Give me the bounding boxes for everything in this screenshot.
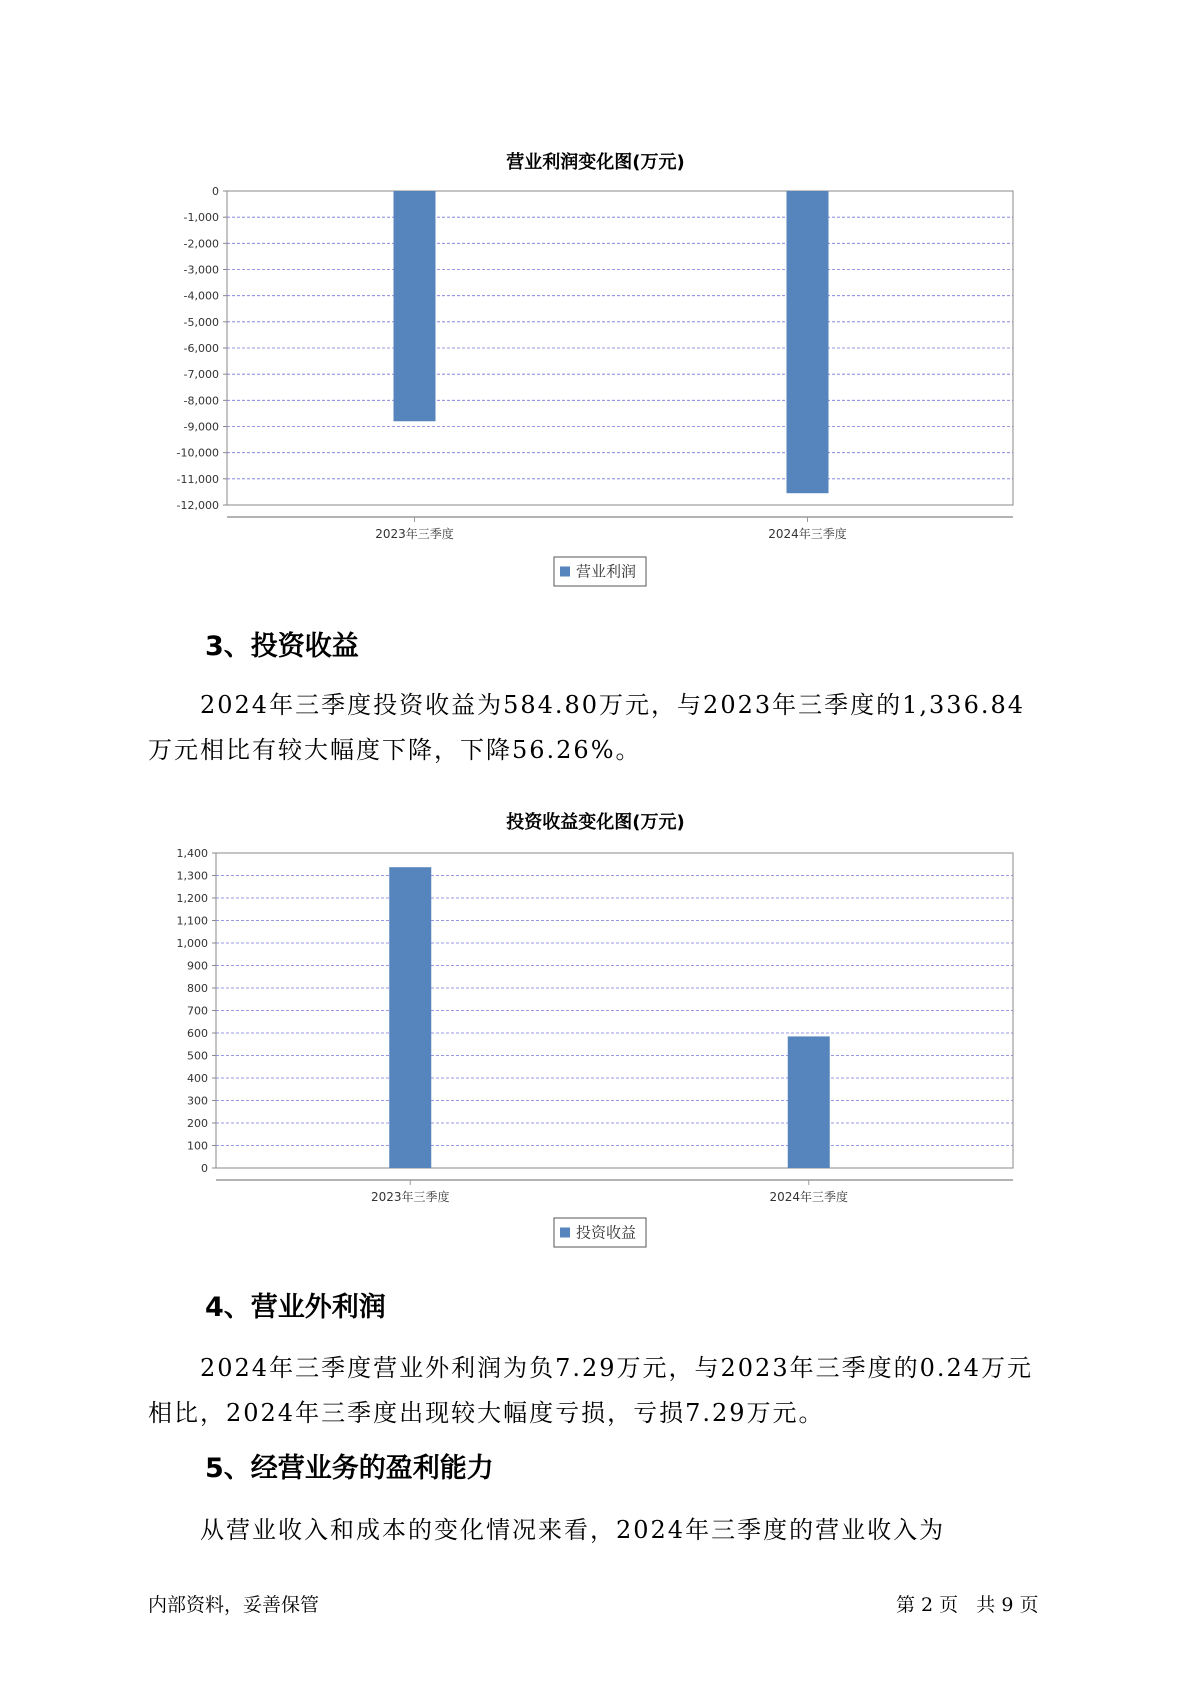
y-tick-label: -1,000 xyxy=(183,211,219,225)
legend-swatch xyxy=(560,1228,570,1238)
paragraph-investment-income xyxy=(148,683,1048,773)
legend-swatch xyxy=(560,567,570,577)
chart-title-investment-income: 投资收益变化图(万元) xyxy=(506,812,685,833)
bar-2 xyxy=(788,1036,830,1168)
y-tick-label: 800 xyxy=(187,982,208,995)
y-tick-label: -2,000 xyxy=(183,237,219,251)
y-tick-label: 1,000 xyxy=(176,937,208,950)
y-tick-label: 400 xyxy=(187,1072,208,1085)
y-tick-label: 100 xyxy=(187,1139,208,1153)
chart-title-operating-profit: 营业利润变化图(万元) xyxy=(506,152,685,173)
paragraph-profitability xyxy=(148,1508,1048,1553)
y-tick-label: 900 xyxy=(187,959,208,973)
paragraph-profitability-text: 从营业收入和成本的变化情况来看，2024年三季度的营业收入为 xyxy=(200,1516,946,1544)
bar-2 xyxy=(787,191,829,493)
paragraph-non-operating-profit xyxy=(148,1346,1048,1436)
x-tick-label: 2023年三季度 xyxy=(370,1190,450,1204)
y-tick-label: 200 xyxy=(187,1117,208,1130)
bar-1 xyxy=(389,867,431,1168)
section-heading-profitability: 5、经营业务的盈利能力 xyxy=(205,1453,494,1484)
y-tick-label: 600 xyxy=(187,1027,208,1040)
y-tick-label: -7,000 xyxy=(183,368,219,382)
y-tick-label: -3,000 xyxy=(183,263,219,277)
y-tick-label: -12,000 xyxy=(176,499,219,512)
legend-label: 营业利润 xyxy=(576,562,637,581)
x-tick-label: 2023年三季度 xyxy=(375,527,454,541)
y-tick-label: 500 xyxy=(187,1049,208,1063)
y-tick-label: 0 xyxy=(201,1162,208,1175)
chart-investment-income xyxy=(0,845,1191,1265)
y-tick-label: 1,400 xyxy=(176,847,208,860)
y-tick-label: 300 xyxy=(187,1094,208,1108)
x-tick-label: 2024年三季度 xyxy=(768,527,847,541)
y-tick-label: 1,200 xyxy=(176,892,208,905)
y-tick-label: 1,300 xyxy=(176,869,208,883)
chart-operating-profit xyxy=(0,180,1191,600)
paragraph-non-operating-profit-text: 2024年三季度营业外利润为负7.29万元，与2023年三季度的0.24万元相比，2024年三季度出现较大幅度亏损，亏损7.29万元。 xyxy=(148,1354,1034,1427)
bar-1 xyxy=(394,191,436,421)
section-heading-investment-income: 3、投资收益 xyxy=(205,631,359,662)
y-tick-label: 700 xyxy=(187,1004,208,1018)
y-tick-label: 1,100 xyxy=(176,914,208,928)
y-tick-label: -10,000 xyxy=(176,446,219,460)
paragraph-investment-income-text: 2024年三季度投资收益为584.80万元，与2023年三季度的1,336.84万元相比有较大幅度下降，下降56.26%。 xyxy=(148,691,1026,764)
y-tick-label: -11,000 xyxy=(176,472,219,486)
legend-label: 投资收益 xyxy=(576,1223,637,1242)
section-heading-non-operating-profit: 4、营业外利润 xyxy=(205,1292,386,1323)
y-tick-label: -5,000 xyxy=(183,315,219,329)
y-tick-label: 0 xyxy=(212,185,219,198)
footer-confidential-note: 内部资料，妥善保管 xyxy=(148,1594,320,1616)
y-tick-label: -6,000 xyxy=(183,342,219,355)
footer-page-number: 第 2 页 共 9 页 xyxy=(896,1594,1039,1616)
y-tick-label: -4,000 xyxy=(183,289,219,303)
y-tick-label: -9,000 xyxy=(183,420,219,434)
y-tick-label: -8,000 xyxy=(183,394,219,408)
x-tick-label: 2024年三季度 xyxy=(769,1190,849,1204)
